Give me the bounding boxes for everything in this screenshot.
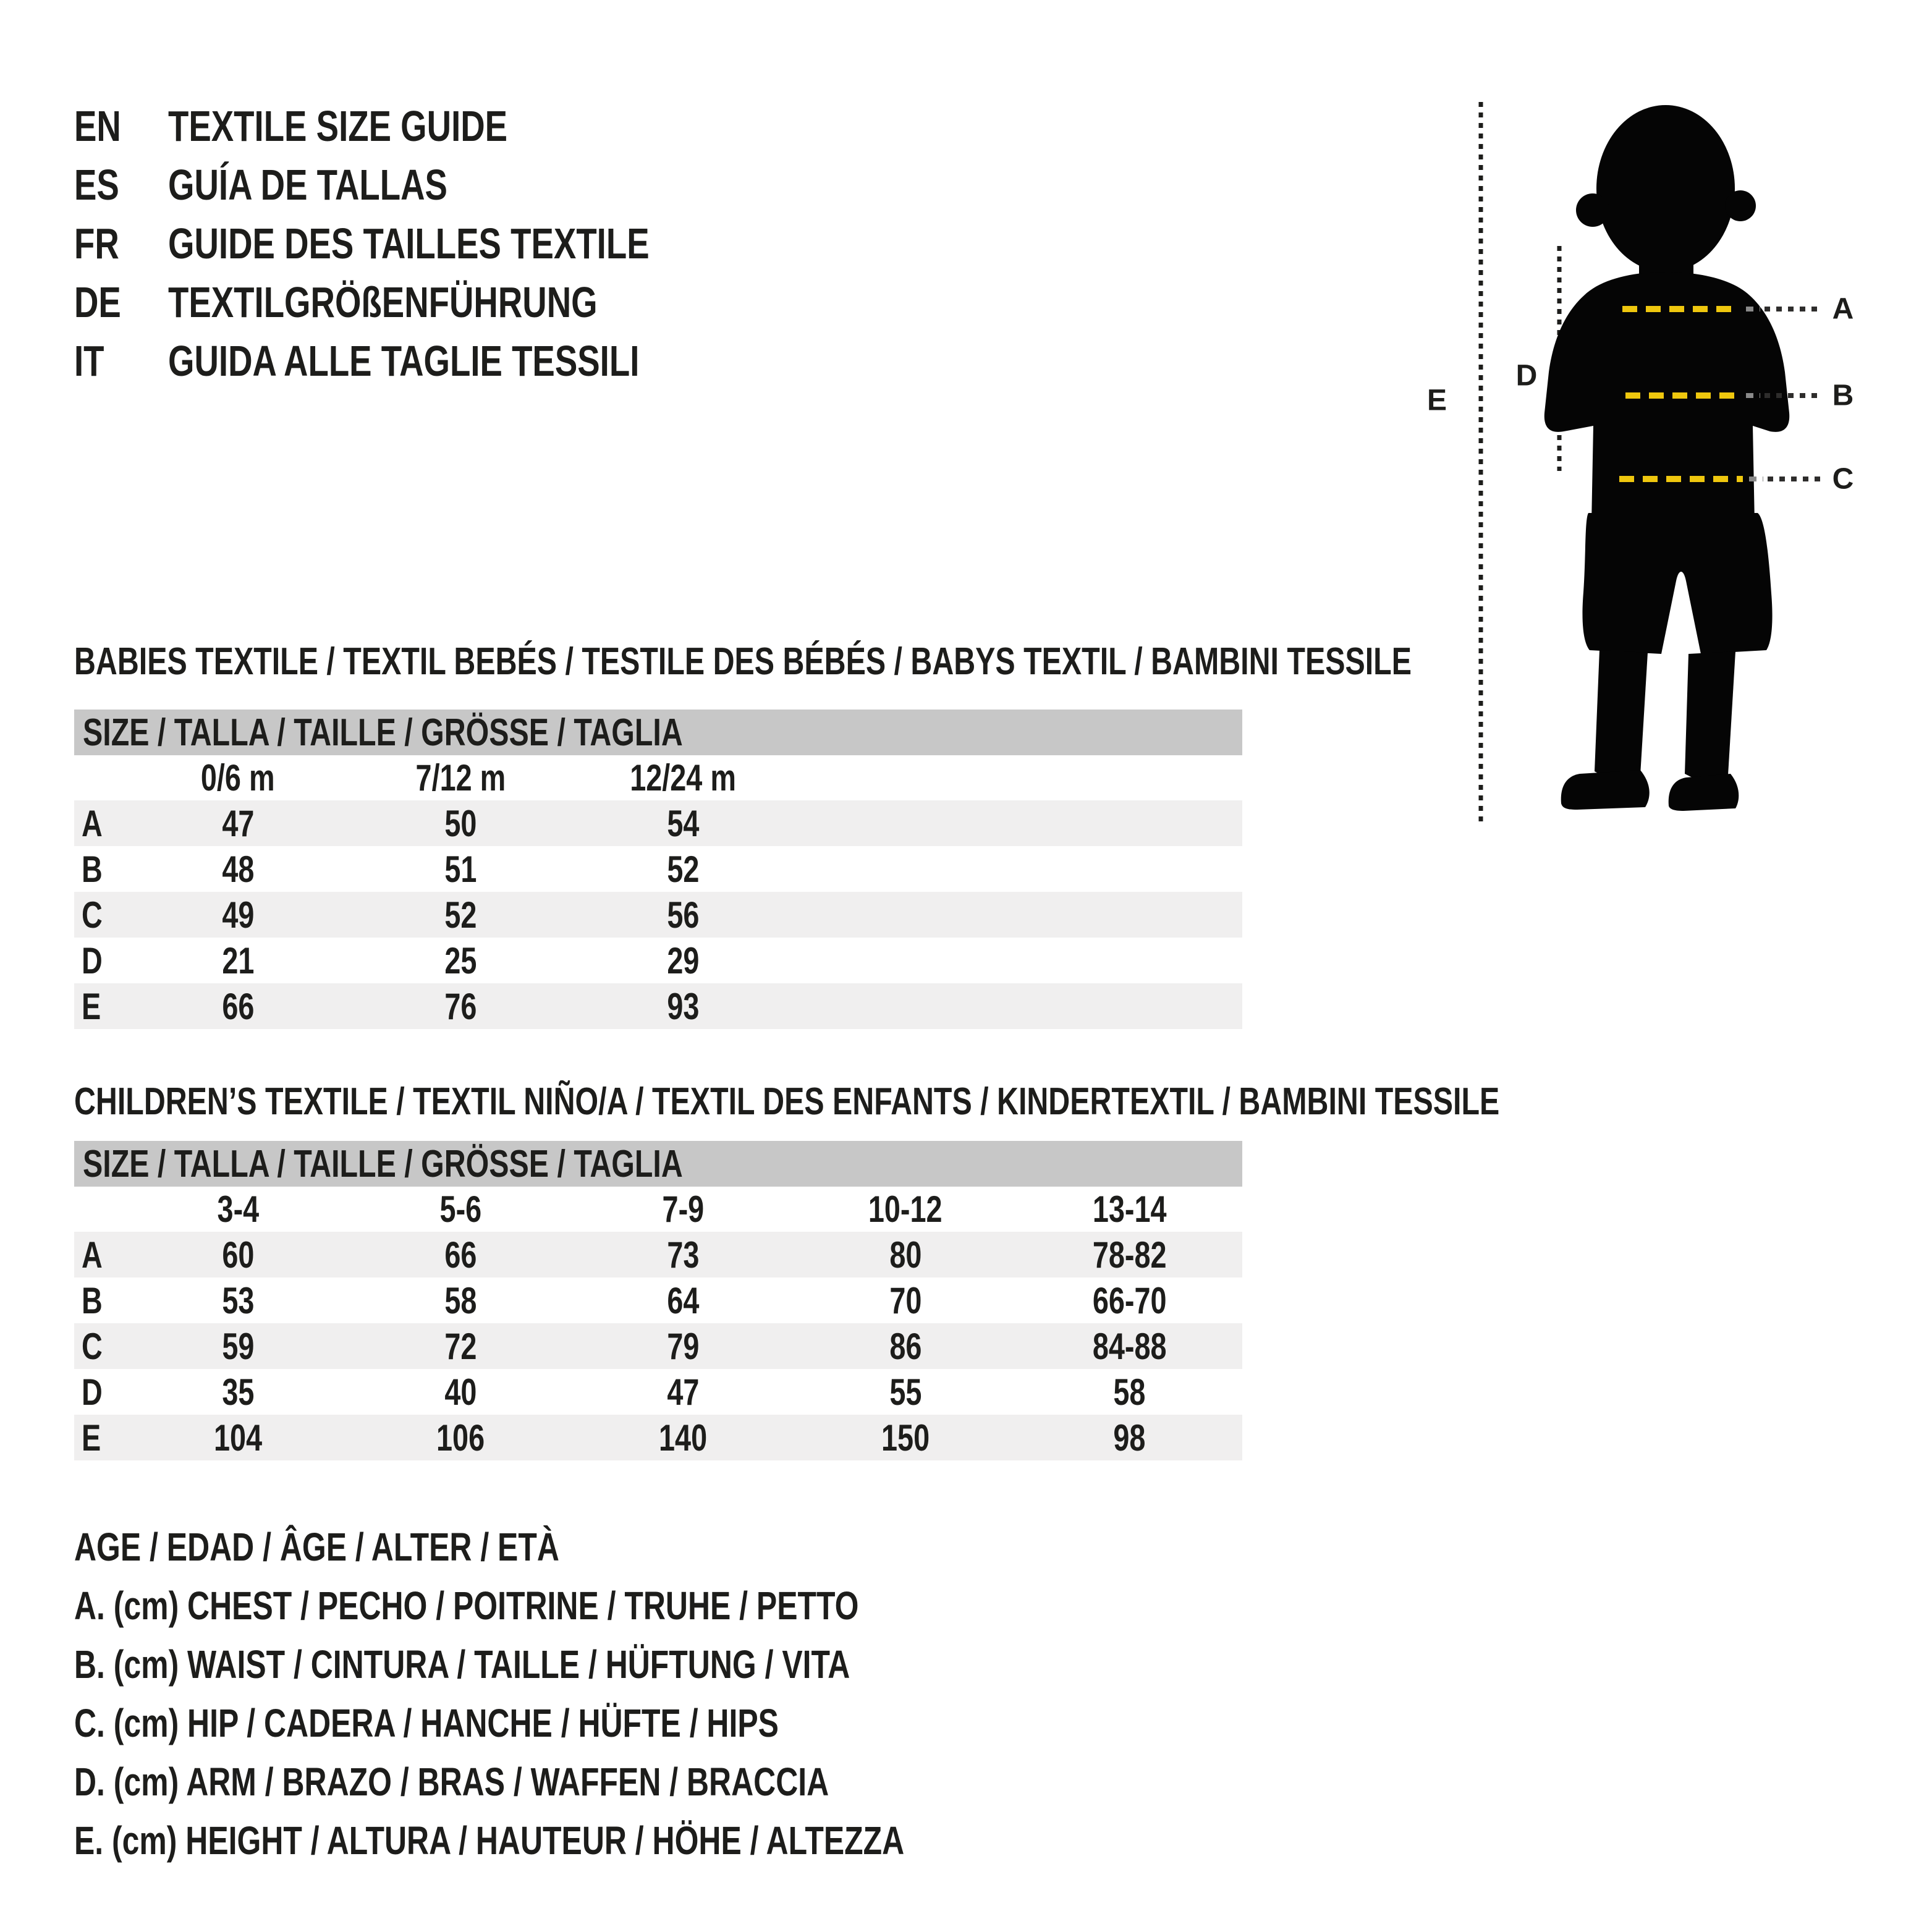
table-cell: 52: [666, 848, 700, 890]
legend-age: [74, 1517, 1138, 1576]
column-header: 12/24 m: [630, 757, 736, 799]
table-cell: 64: [666, 1279, 700, 1321]
babies-section-title-text: BABIES TEXTILE / TEXTIL BEBÉS / TESTILE DES BÉBÉS / BABYS TEXTIL / BAMBINI TESSILE: [74, 640, 1412, 683]
children-size-header-text: SIZE / TALLA / TAILLE / GRÖSSE / TAGLIA: [83, 1142, 683, 1185]
row-label: E: [82, 985, 101, 1027]
table-cell: 51: [444, 848, 477, 890]
table-cell: 140: [658, 1417, 708, 1459]
legend-height: [74, 1811, 1138, 1870]
table-cell: 84-88: [1092, 1325, 1167, 1367]
language-code: ES: [74, 160, 119, 209]
table-cell: 66: [444, 1234, 477, 1276]
legend-arm: [74, 1752, 1138, 1811]
language-code: EN: [74, 101, 121, 150]
row-label: E: [82, 1417, 101, 1459]
table-row: [74, 1277, 1242, 1323]
table-cell: 104: [213, 1417, 263, 1459]
waist-label: B: [1832, 379, 1854, 412]
table-cell: 48: [221, 848, 255, 890]
table-cell: 58: [444, 1279, 477, 1321]
row-label: C: [82, 894, 103, 936]
table-cell: 55: [889, 1371, 922, 1413]
table-row: [74, 983, 1242, 1029]
row-label: D: [82, 939, 103, 981]
table-row: [74, 892, 1242, 938]
row-label: A: [82, 1234, 103, 1276]
table-cell: 59: [221, 1325, 255, 1367]
legend-height-text: E. (cm) HEIGHT / ALTURA / HAUTEUR / HÖHE / ALTEZZA: [74, 1818, 905, 1863]
table-cell: 47: [221, 802, 255, 844]
language-title: TEXTILGRÖßENFÜHRUNG: [168, 278, 598, 326]
table-row: [74, 800, 1242, 846]
legend-waist-text: B. (cm) WAIST / CINTURA / TAILLE / HÜFTUNG / VITA: [74, 1642, 850, 1687]
language-row-de: [74, 273, 785, 331]
table-cell: 70: [889, 1279, 922, 1321]
children-rows: [74, 1232, 1242, 1460]
row-label: C: [82, 1325, 103, 1367]
table-cell: 50: [444, 802, 477, 844]
height-label: E: [1426, 384, 1447, 417]
legend-chest-text: A. (cm) CHEST / PECHO / POITRINE / TRUHE / PETTO: [74, 1583, 859, 1628]
table-cell: 49: [221, 894, 255, 936]
table-cell: 58: [1113, 1371, 1146, 1413]
language-title: GUÍA DE TALLAS: [168, 160, 447, 209]
column-header: 7-9: [662, 1188, 704, 1230]
table-row: [74, 846, 1242, 892]
table-row: [74, 1232, 1242, 1277]
language-row-en: [74, 96, 785, 155]
table-cell: 80: [889, 1234, 922, 1276]
table-cell: 40: [444, 1371, 477, 1413]
chest-label: A: [1832, 292, 1854, 326]
table-cell: 21: [221, 939, 255, 981]
language-row-it: [74, 331, 785, 390]
legend-waist: [74, 1635, 1138, 1693]
table-cell: 79: [666, 1325, 700, 1367]
column-header: 5-6: [439, 1188, 481, 1230]
row-label: D: [82, 1371, 103, 1413]
column-header: 3-4: [217, 1188, 259, 1230]
legend-chest: [74, 1576, 1138, 1635]
legend-arm-text: D. (cm) ARM / BRAZO / BRAS / WAFFEN / BRACCIA: [74, 1759, 829, 1804]
table-row: [74, 1369, 1242, 1415]
table-cell: 54: [666, 802, 700, 844]
babies-size-header-text: SIZE / TALLA / TAILLE / GRÖSSE / TAGLIA: [83, 711, 683, 754]
language-row-fr: [74, 214, 785, 273]
children-column-header-row: [74, 1187, 1242, 1232]
language-code: FR: [74, 219, 119, 268]
child-silhouette: [1544, 105, 1789, 811]
column-header: 7/12 m: [415, 757, 506, 799]
table-cell: 35: [221, 1371, 255, 1413]
table-cell: 73: [666, 1234, 700, 1276]
column-header: 10-12: [868, 1188, 943, 1230]
children-size-header-bar: [74, 1141, 1242, 1187]
legend-age-text: AGE / EDAD / ÂGE / ALTER / ETÀ: [74, 1524, 559, 1569]
child-measurement-diagram: [1409, 87, 1932, 828]
row-label: A: [82, 802, 103, 844]
table-row: [74, 1415, 1242, 1460]
table-cell: 76: [444, 985, 477, 1027]
table-cell: 78-82: [1092, 1234, 1167, 1276]
children-size-table: [74, 1141, 1242, 1460]
language-row-es: [74, 155, 785, 214]
table-cell: 56: [666, 894, 700, 936]
language-title: GUIDA ALLE TAGLIE TESSILI: [168, 336, 640, 385]
row-label: B: [82, 848, 103, 890]
children-section-title: [74, 1080, 1902, 1123]
table-cell: 150: [881, 1417, 930, 1459]
table-cell: 66: [221, 985, 255, 1027]
babies-rows: [74, 800, 1242, 1029]
table-row: [74, 938, 1242, 983]
table-cell: 86: [889, 1325, 922, 1367]
language-title: TEXTILE SIZE GUIDE: [168, 101, 508, 150]
children-section-title-text: CHILDREN’S TEXTILE / TEXTIL NIÑO/A / TEXTIL DES ENFANTS / KINDERTEXTIL / BAMBINI TESSILE: [74, 1080, 1500, 1123]
table-cell: 60: [221, 1234, 255, 1276]
table-row: [74, 1323, 1242, 1369]
language-code: DE: [74, 278, 121, 326]
table-cell: 72: [444, 1325, 477, 1367]
language-code: IT: [74, 336, 104, 385]
table-cell: 106: [436, 1417, 485, 1459]
column-header: 0/6 m: [201, 757, 275, 799]
row-label: B: [82, 1279, 103, 1321]
table-cell: 29: [666, 939, 700, 981]
language-title: GUIDE DES TAILLES TEXTILE: [168, 219, 650, 268]
table-cell: 47: [666, 1371, 700, 1413]
arm-label: D: [1515, 359, 1538, 392]
babies-size-table: [74, 710, 1242, 1029]
column-header: 13-14: [1092, 1188, 1167, 1230]
table-cell: 52: [444, 894, 477, 936]
hip-label: C: [1832, 462, 1854, 496]
babies-size-header-bar: [74, 710, 1242, 755]
measurement-legend: [74, 1517, 1138, 1870]
language-list: [74, 96, 785, 390]
table-cell: 25: [444, 939, 477, 981]
babies-section-title: [74, 640, 1789, 683]
legend-hip: [74, 1693, 1138, 1752]
table-cell: 53: [221, 1279, 255, 1321]
table-cell: 66-70: [1092, 1279, 1167, 1321]
legend-hip-text: C. (cm) HIP / CADERA / HANCHE / HÜFTE / HIPS: [74, 1700, 779, 1745]
babies-column-header-row: [74, 755, 1242, 800]
table-cell: 93: [666, 985, 700, 1027]
table-cell: 98: [1113, 1417, 1146, 1459]
